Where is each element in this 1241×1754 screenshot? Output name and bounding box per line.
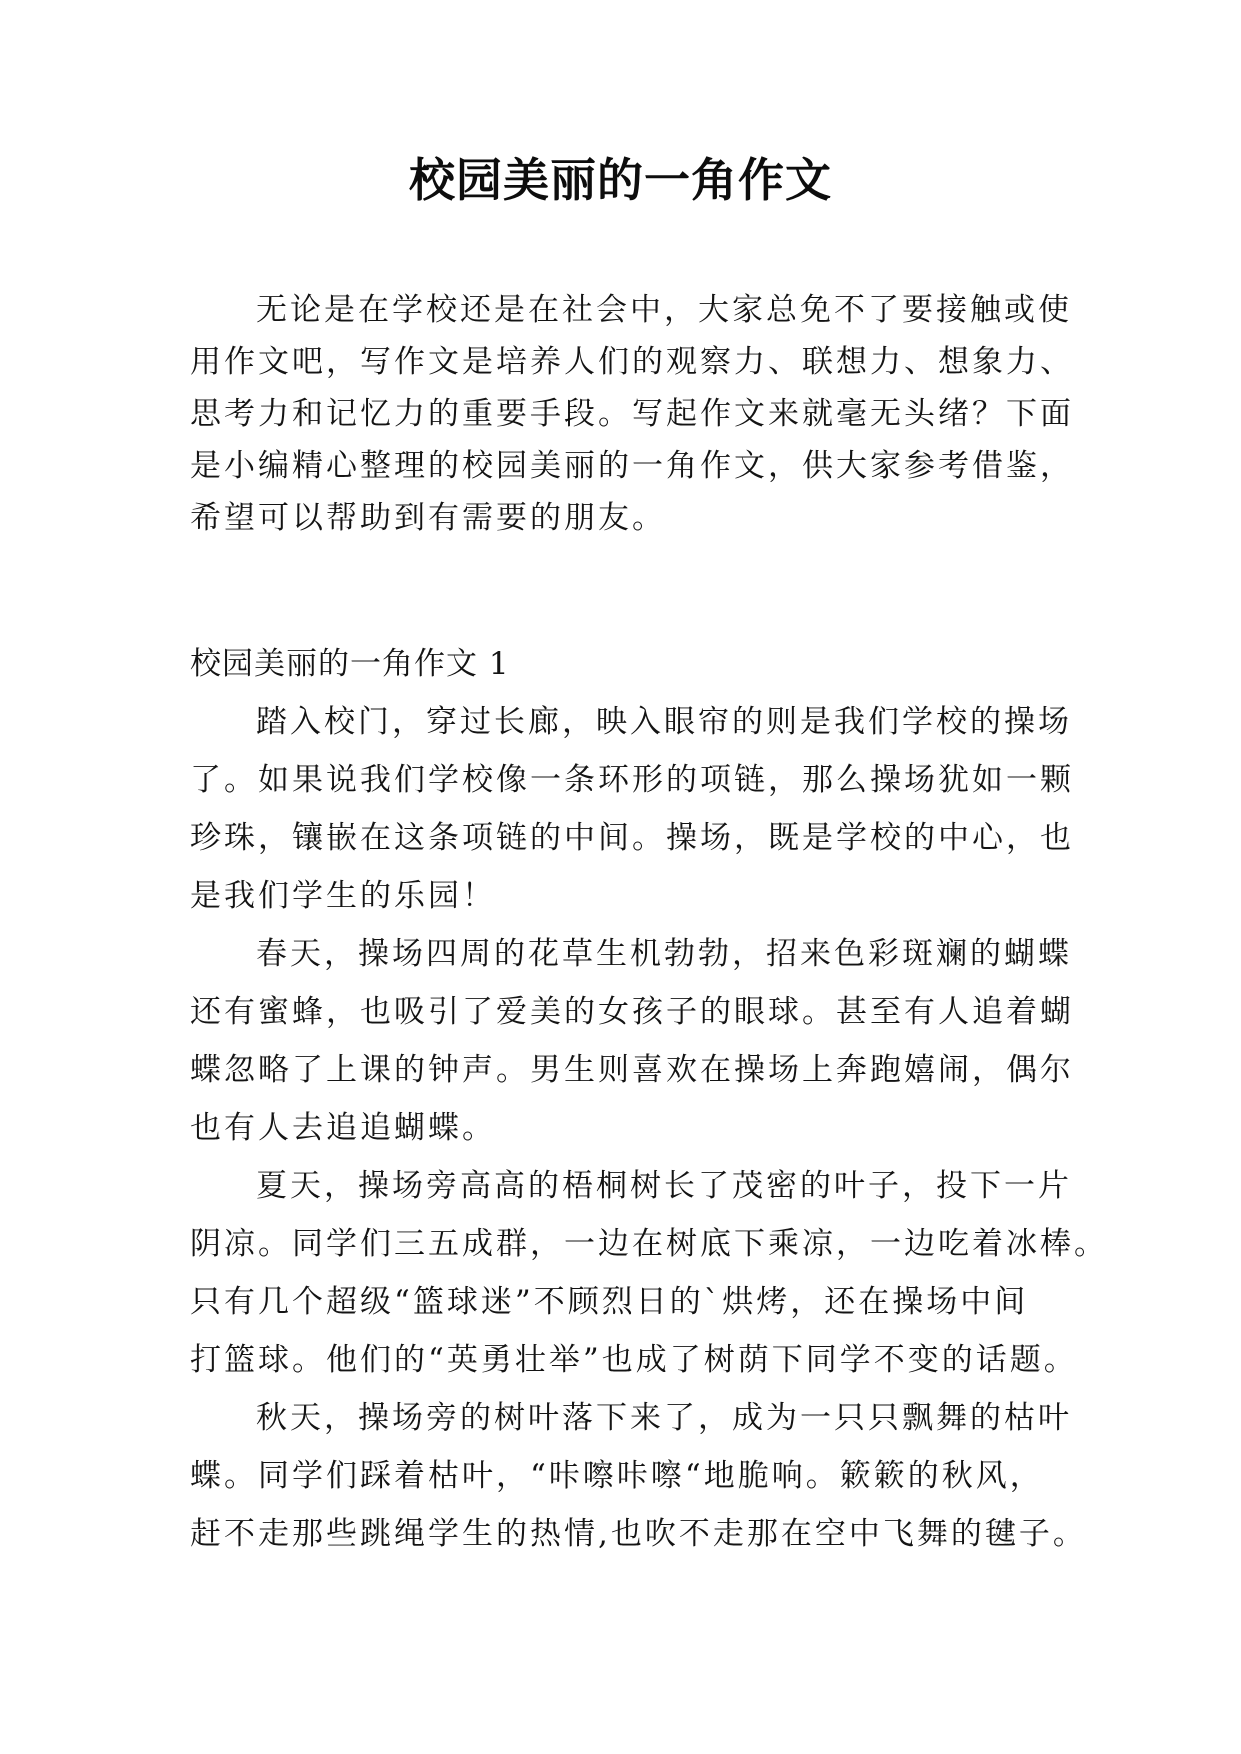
document-title: 校园美丽的一角作文 bbox=[409, 153, 832, 207]
body-line: 是我们学生的乐园！ bbox=[190, 878, 496, 914]
body-line: 赶不走那些跳绳学生的热情,也吹不走那在空中飞舞的毽子。 bbox=[190, 1516, 1087, 1552]
body-line: 珍珠，镶嵌在这条项链的中间。操场，既是学校的中心，也 bbox=[190, 820, 1074, 856]
intro-line: 是小编精心整理的校园美丽的一角作文，供大家参考借鉴， bbox=[190, 448, 1074, 484]
body-line: 还有蜜蜂，也吸引了爱美的女孩子的眼球。甚至有人追着蝴 bbox=[190, 994, 1074, 1030]
body-line: 只有几个超级“篮球迷”不顾烈日的`烘烤，还在操场中间 bbox=[190, 1284, 1029, 1320]
body-line: 也有人去追追蝴蝶。 bbox=[190, 1110, 496, 1146]
body-line: 踏入校门，穿过长廊，映入眼帘的则是我们学校的操场 bbox=[256, 704, 1072, 740]
body-line: 秋天，操场旁的树叶落下来了，成为一只只飘舞的枯叶 bbox=[256, 1400, 1072, 1436]
body-line: 春天，操场四周的花草生机勃勃，招来色彩斑斓的蝴蝶 bbox=[256, 936, 1072, 972]
intro-line: 无论是在学校还是在社会中，大家总免不了要接触或使 bbox=[256, 292, 1072, 328]
body-line: 夏天，操场旁高高的梧桐树长了茂密的叶子，投下一片 bbox=[256, 1168, 1072, 1204]
intro-line: 用作文吧，写作文是培养人们的观察力、联想力、想象力、 bbox=[190, 344, 1074, 380]
body-line: 打篮球。他们的“英勇壮举”也成了树荫下同学不变的话题。 bbox=[190, 1342, 1078, 1378]
body-line: 了。如果说我们学校像一条环形的项链，那么操场犹如一颗 bbox=[190, 762, 1074, 798]
body-line: 阴凉。同学们三五成群，一边在树底下乘凉，一边吃着冰棒。 bbox=[190, 1226, 1108, 1262]
intro-line: 希望可以帮助到有需要的朋友。 bbox=[190, 500, 666, 536]
section-title: 校园美丽的一角作文 1 bbox=[190, 646, 510, 682]
body-line: 蝶忽略了上课的钟声。男生则喜欢在操场上奔跑嬉闹，偶尔 bbox=[190, 1052, 1074, 1088]
body-line: 蝶。同学们踩着枯叶，“咔嚓咔嚓“地脆响。簌簌的秋风， bbox=[190, 1458, 1044, 1494]
intro-line: 思考力和记忆力的重要手段。写起作文来就毫无头绪？下面 bbox=[190, 396, 1074, 432]
